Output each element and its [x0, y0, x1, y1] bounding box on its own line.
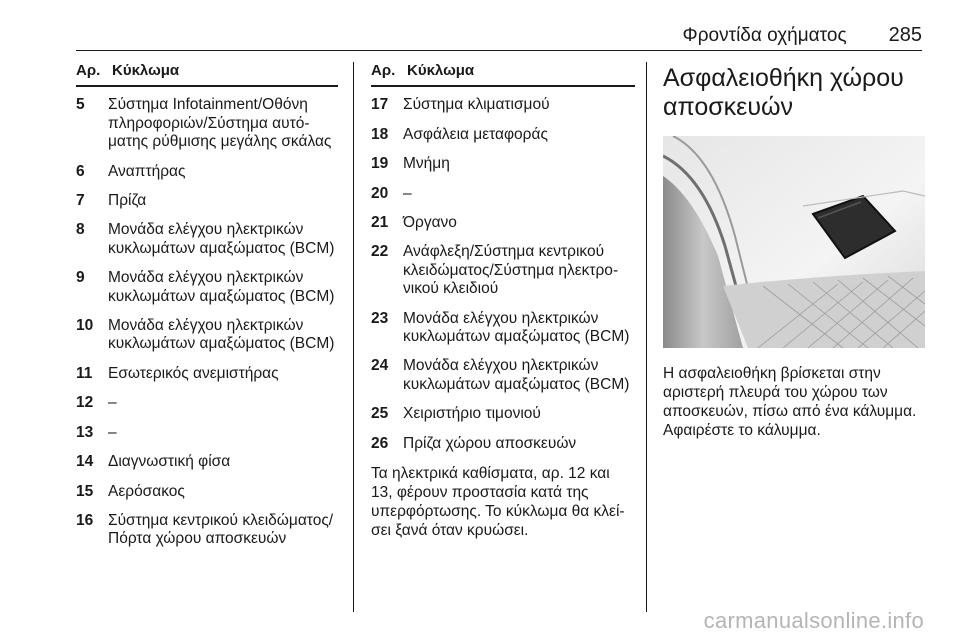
fuse-row — [76, 483, 338, 501]
fuse-number: 16 — [76, 511, 94, 529]
fuse-circuit: Αερόσακος — [108, 482, 185, 500]
fuse-row — [371, 357, 635, 394]
fuse-table-right — [371, 62, 635, 540]
fuse-number: 5 — [76, 96, 85, 114]
trunk-fuse-section — [663, 62, 925, 440]
fuse-circuit: Μονάδα ελέγχου ηλεκτρικών κυκλωμάτων αμαξώματος (BCM) — [108, 221, 335, 257]
fuse-list-right — [371, 96, 635, 453]
fuse-circuit: Πρίζα — [108, 192, 147, 210]
fuse-row — [76, 424, 338, 442]
overload-note: Τα ηλεκτρικά καθίσματα, αρ. 12 και 13, φέρουν προστασία κατά της υπερφόρτωσης. Το κύκλωμα θα κλείσει ξανά όταν κρυώσει. — [371, 465, 625, 540]
section-title: Ασφαλειοθήκη χώρου αποσκευών — [663, 64, 904, 121]
header-circuit: Κύκλωμα — [407, 62, 475, 79]
fuse-row — [76, 96, 338, 151]
section-caption: Η ασφαλειοθήκη βρίσκεται στην αριστερή πλευρά του χώρου των αποσκευών, πίσω από ένα κάλυμμα. Αφαιρέστε το κάλυμμα. — [663, 365, 917, 439]
fuse-row — [76, 163, 338, 181]
header-number: Αρ. — [371, 62, 396, 79]
fuse-row — [371, 96, 635, 114]
fuse-table-left — [76, 62, 338, 560]
fuse-circuit: Μονάδα ελέγχου ηλεκτρικών κυκλωμάτων αμαξώματος (BCM) — [108, 269, 335, 305]
fuse-number: 15 — [76, 482, 94, 500]
fuse-row — [371, 126, 635, 144]
fuse-circuit: – — [403, 184, 412, 202]
fuse-circuit: Χειριστήριο τιμονιού — [403, 405, 541, 423]
fuse-number: 22 — [371, 243, 389, 261]
fuse-circuit: Μονάδα ελέγχου ηλεκτρικών κυκλωμάτων αμαξώματος (BCM) — [108, 317, 335, 353]
page-header — [683, 24, 922, 47]
fuse-row — [76, 317, 338, 354]
fuse-circuit: – — [108, 423, 117, 441]
fuse-row — [371, 155, 635, 173]
fuse-number: 6 — [76, 162, 85, 180]
fuse-number: 23 — [371, 309, 389, 327]
fuse-number: 26 — [371, 434, 389, 452]
fuse-circuit: – — [108, 394, 117, 412]
fuse-row — [76, 365, 338, 383]
fuse-circuit: Εσωτερικός ανεμιστήρας — [108, 364, 279, 382]
fuse-row — [76, 269, 338, 306]
fuse-row — [76, 512, 338, 549]
fuse-circuit: Αναπτήρας — [108, 162, 186, 180]
fuse-list-left — [76, 96, 338, 548]
fuse-number: 7 — [76, 192, 85, 210]
fuse-circuit: Διαγνωστική φίσα — [108, 453, 231, 471]
fuse-circuit: Ανάφλεξη/Σύστημα κεντρικού κλειδώματος/Σύστημα ηλεκτρονικού κλειδιού — [403, 243, 619, 298]
fuse-circuit: Ασφάλεια μεταφοράς — [403, 125, 548, 143]
fuse-circuit: Σύστημα Infotainment/Οθόνη πληροφοριών/Σύστημα αυτόματης ρύθμισης μεγάλης σκάλας — [108, 96, 332, 151]
fuse-row — [371, 405, 635, 423]
fuse-number: 18 — [371, 125, 389, 143]
fuse-row — [76, 394, 338, 412]
column-divider-2 — [646, 62, 647, 612]
fuse-row — [371, 185, 635, 203]
fuse-number: 13 — [76, 423, 94, 441]
fuse-circuit: Σύστημα κλιματισμού — [403, 96, 550, 114]
fuse-row — [371, 243, 635, 298]
page-number: 285 — [888, 24, 922, 46]
fuse-circuit: Πρίζα χώρου αποσκευών — [403, 434, 577, 452]
fuse-circuit: Σύστημα κεντρικού κλειδώματος/Πόρτα χώρου αποσκευών — [108, 511, 334, 548]
fuse-number: 19 — [371, 155, 389, 173]
fuse-row — [371, 310, 635, 347]
fuse-number: 8 — [76, 221, 85, 239]
watermark: carmanualsonline.info — [703, 608, 924, 633]
fuse-row — [76, 453, 338, 471]
header-title: Φροντίδα οχήματος — [682, 25, 847, 46]
fuse-circuit: Μονάδα ελέγχου ηλεκτρικών κυκλωμάτων αμαξώματος (BCM) — [403, 309, 630, 346]
fuse-row — [76, 221, 338, 258]
fuse-number: 24 — [371, 357, 389, 375]
header-number: Αρ. — [76, 62, 101, 79]
header-rule — [76, 50, 922, 51]
fuse-circuit: Μνήμη — [403, 155, 450, 173]
fuse-number: 10 — [76, 317, 94, 335]
fuse-circuit: Μονάδα ελέγχου ηλεκτρικών κυκλωμάτων αμαξώματος (BCM) — [403, 357, 630, 393]
fuse-number: 17 — [371, 96, 389, 114]
fuse-row — [371, 435, 635, 453]
fuse-circuit: Όργανο — [403, 214, 457, 232]
fuse-number: 12 — [76, 394, 94, 412]
column-divider-1 — [353, 62, 354, 612]
fuse-number: 25 — [371, 405, 389, 423]
fuse-number: 9 — [76, 269, 85, 287]
table-header — [76, 62, 338, 87]
fuse-row — [371, 214, 635, 232]
fuse-row — [76, 192, 338, 210]
table-header — [371, 62, 635, 87]
fuse-number: 21 — [371, 214, 389, 232]
fuse-number: 20 — [371, 184, 389, 202]
fuse-number: 11 — [76, 364, 93, 382]
fuse-number: 14 — [76, 453, 94, 471]
trunk-fuse-box-photo — [663, 136, 925, 348]
header-circuit: Κύκλωμα — [112, 62, 180, 79]
